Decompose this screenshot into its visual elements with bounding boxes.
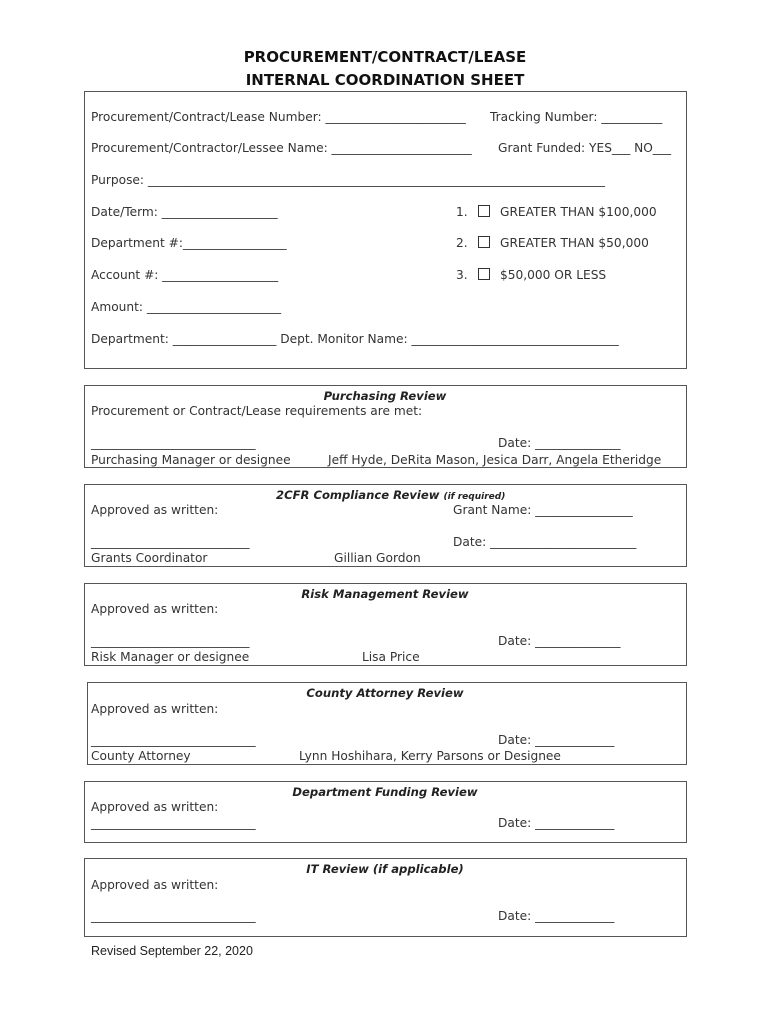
option-1-label: GREATER THAN $100,000 — [500, 205, 657, 219]
option-2-label: GREATER THAN $50,000 — [500, 236, 649, 250]
it-review-header: IT Review (if applicable) — [306, 862, 464, 876]
purchasing-requirement-text: Procurement or Contract/Lease requirements are met: — [91, 404, 423, 418]
risk-role: Risk Manager or designee — [91, 650, 250, 664]
cfr-signature-line[interactable]: __________________________ — [91, 535, 250, 549]
option-2-number: 2. — [456, 236, 468, 250]
cfr-names: Gillian Gordon — [334, 551, 421, 565]
attorney-date-field[interactable]: Date: _____________ — [498, 733, 615, 747]
cfr-role: Grants Coordinator — [91, 551, 208, 565]
info-section — [84, 91, 687, 369]
account-number-field[interactable]: Account #: ___________________ — [91, 268, 279, 282]
attorney-names: Lynn Hoshihara, Kerry Parsons or Designee — [299, 749, 561, 763]
attorney-review-header: County Attorney Review — [306, 686, 464, 700]
purchasing-role: Purchasing Manager or designee — [91, 453, 291, 467]
option-3-number: 3. — [456, 268, 468, 282]
cfr-review-header-note: (if required) — [443, 492, 506, 502]
revision-date: Revised September 22, 2020 — [91, 944, 253, 958]
purchasing-signature-line[interactable]: ___________________________ — [91, 436, 256, 450]
attorney-signature-line[interactable]: ___________________________ — [91, 733, 256, 747]
purchasing-review-header: Purchasing Review — [323, 389, 447, 403]
department-number-field[interactable]: Department #:_________________ — [91, 236, 287, 250]
option-1-checkbox[interactable] — [478, 205, 490, 217]
attorney-approved-label: Approved as written: — [91, 702, 219, 716]
funding-date-field[interactable]: Date: _____________ — [498, 816, 615, 830]
risk-approved-label: Approved as written: — [91, 602, 219, 616]
cfr-review-header-title: 2CFR Compliance Review — [276, 488, 440, 502]
option-2-checkbox[interactable] — [478, 236, 490, 248]
purpose-field[interactable]: Purpose: ___________________________________________________________________________ — [91, 173, 605, 187]
cfr-review-header — [276, 488, 505, 502]
date-term-field[interactable]: Date/Term: ___________________ — [91, 205, 278, 219]
attorney-role: County Attorney — [91, 749, 191, 763]
it-signature-line[interactable]: ___________________________ — [91, 909, 256, 923]
risk-date-field[interactable]: Date: ______________ — [498, 634, 621, 648]
cfr-date-field[interactable]: Date: ________________________ — [453, 535, 637, 549]
contractor-name-field[interactable]: Procurement/Contractor/Lessee Name: _______________________ — [91, 141, 472, 155]
contract-number-field[interactable]: Procurement/Contract/Lease Number: _______________________ — [91, 110, 466, 124]
option-3-label: $50,000 OR LESS — [500, 268, 607, 282]
purchasing-date-field[interactable]: Date: ______________ — [498, 436, 621, 450]
funding-signature-line[interactable]: ___________________________ — [91, 816, 256, 830]
purchasing-names: Jeff Hyde, DeRita Mason, Jesica Darr, Angela Etheridge — [328, 453, 662, 467]
risk-names: Lisa Price — [362, 650, 420, 664]
it-approved-label: Approved as written: — [91, 878, 219, 892]
option-3-checkbox[interactable] — [478, 268, 490, 280]
risk-signature-line[interactable]: __________________________ — [91, 634, 250, 648]
funding-review-header: Department Funding Review — [292, 785, 478, 799]
page-title: PROCUREMENT/CONTRACT/LEASE — [243, 48, 527, 66]
tracking-number-field[interactable]: Tracking Number: __________ — [490, 110, 663, 124]
department-monitor-field[interactable]: Department: _________________ Dept. Monitor Name: __________________________________ — [91, 332, 619, 346]
funding-approved-label: Approved as written: — [91, 800, 219, 814]
risk-review-header: Risk Management Review — [301, 587, 469, 601]
grant-funded-field[interactable]: Grant Funded: YES___ NO___ — [498, 141, 672, 155]
page-subtitle: INTERNAL COORDINATION SHEET — [245, 71, 525, 89]
amount-field[interactable]: Amount: ______________________ — [91, 300, 281, 314]
cfr-approved-label: Approved as written: — [91, 503, 219, 517]
it-date-field[interactable]: Date: _____________ — [498, 909, 615, 923]
option-1-number: 1. — [456, 205, 468, 219]
grant-name-field[interactable]: Grant Name: ________________ — [453, 503, 633, 517]
